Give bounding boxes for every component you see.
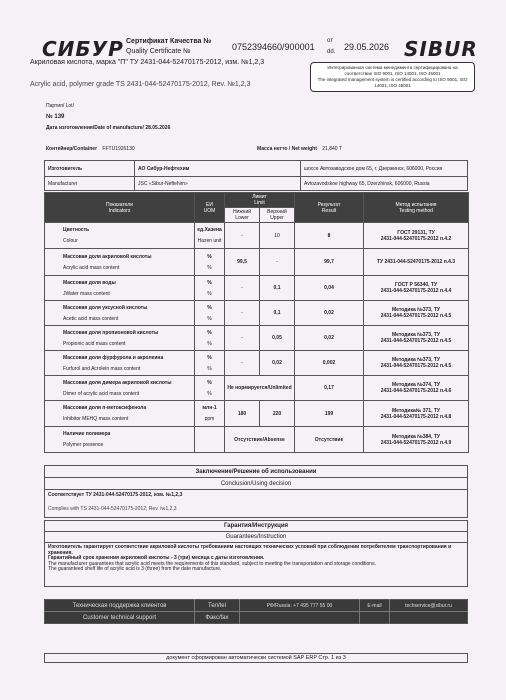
indicator-ru: Массовая доля акриловой кислоты [63, 253, 152, 260]
indicator-ru: Массовая доля воды [63, 279, 116, 286]
method-cell [364, 351, 469, 376]
guarantee-line-3: The manufacturer guarantees that acrylic acid meets the requirements of this standard, subject to meeting the transportation and storage conditions. [48, 560, 376, 567]
manufacturer-table [44, 160, 468, 191]
indicator-ru: Массовая доля уксусной кислоты [63, 304, 148, 311]
method-ru: Методика №373, ТУ [392, 307, 441, 313]
lot-number: № 139 [46, 114, 65, 120]
result-value: 0,02 [295, 301, 364, 326]
indicator-ru: Массовая доля димера акриловой кислоты [63, 379, 172, 386]
method-en: 2431-044-52470175-2012 п.4.5 [380, 313, 452, 319]
uom-cell [195, 427, 225, 453]
uom-cell [195, 401, 225, 427]
header-result-ru: Результат [317, 201, 341, 208]
lower-limit: - [225, 301, 260, 326]
method-cell [364, 401, 469, 427]
upper-limit: 0,02 [260, 351, 295, 376]
method-en: 2431-044-52470175-2012 п.4.5 [380, 338, 452, 344]
method-ru: Методика №374, ТУ [392, 382, 441, 388]
result-value: 199 [295, 401, 364, 427]
header-method-ru: Метод испытания [395, 201, 437, 208]
method-cell [364, 301, 469, 326]
footer-empty-cell [360, 612, 390, 624]
manufacturer-address-ru: шоссе Автозаводское дом 65, г. Дзержинск, 606000, Россия [301, 161, 468, 177]
support-email[interactable]: techservice@sibur.ru [405, 602, 452, 609]
header-uom-ru: ЕИ [206, 201, 213, 208]
lower-limit: 180 [225, 401, 260, 427]
header-uom [195, 193, 225, 223]
header-upper-en: Upper [270, 215, 284, 221]
indicator-en: JWater mass content [63, 290, 110, 297]
uom-cell [195, 223, 225, 249]
method-cell [364, 427, 469, 453]
method-cell [364, 376, 469, 401]
indicator-ru: Массовая доля пропионовой кислоты [63, 329, 159, 336]
upper-limit: 0,1 [260, 301, 295, 326]
indicator-en: Dimer of acrylic acid mass content [63, 390, 140, 397]
quality-table [44, 192, 469, 453]
table-row [45, 326, 469, 351]
cert-date: 29.05.2026 [344, 42, 390, 52]
ims-text-en: The integrated management system is certified according to ISO 9001, ISO 14001, ISO 45001 [317, 77, 468, 88]
tel-label: Тел/tel [195, 600, 240, 612]
result-value: 0,17 [295, 376, 364, 401]
guarantee-title-en: Guarantees/Instruction [45, 532, 468, 543]
indicator-cell [45, 301, 195, 326]
conclusion-text-en: Complies with TS 2431-044-52470175-2012, Rev. №1,2,3 [48, 506, 177, 512]
indicator-en: Colour [63, 238, 78, 244]
limit-merged: Отсутствие/Absense [225, 427, 295, 453]
container-label: Контейнер/Container [46, 146, 98, 152]
upper-limit: 10 [260, 223, 295, 249]
uom-ru: % [207, 379, 212, 386]
uom-en: ppm [204, 416, 215, 422]
guarantee-text [45, 543, 468, 587]
method-cell [364, 276, 469, 301]
header-result [295, 193, 364, 223]
manufacture-date: 28.05.2026 [145, 125, 171, 131]
conclusion-text-ru: Соответствует ТУ 2431-044-52470175-2012, изм. №1,2,3 [48, 492, 183, 498]
manufacturer-name-ru: АО Сибур-Нефтехим [135, 161, 301, 177]
table-row [45, 401, 469, 427]
header-indicators [45, 193, 195, 223]
support-label-en: Customer technical support [45, 612, 195, 624]
method-ru: Методика№ 371, ТУ [392, 407, 441, 414]
table-row [45, 427, 469, 453]
indicator-cell [45, 326, 195, 351]
uom-ru: % [207, 329, 212, 336]
indicator-cell [45, 223, 195, 249]
uom-cell [195, 301, 225, 326]
indicator-cell [45, 249, 195, 276]
manufacturer-name-en: JSC «Sibur-Neftehim» [135, 177, 301, 191]
upper-limit: - [260, 249, 295, 276]
header-lower [225, 208, 260, 223]
uom-cell [195, 276, 225, 301]
lot-label: Партия/ Lot/ [46, 103, 74, 109]
method-cell [364, 249, 469, 276]
from-en: dd. [327, 49, 336, 55]
manufacture-date-row [46, 125, 170, 131]
guarantee-line-2: Гарантийный срок хранения акриловой кислоты - 3 (три) месяца с даты изготовления. [48, 555, 265, 562]
table-row [45, 351, 469, 376]
uom-en: Hazen unit [197, 238, 222, 244]
indicator-en: Acetic acid mass content [63, 315, 119, 322]
product-name-ru: Акриловая кислота, марка "П" ТУ 2431-044-52470175-2012, изм. №1,2,3 [30, 59, 265, 66]
support-label-ru: Техническая поддержка клиентов [45, 600, 195, 612]
manufacturer-label-en: Manufacturer [45, 177, 135, 191]
conclusion-text [45, 490, 468, 518]
uom-cell [195, 351, 225, 376]
ims-certification-box [310, 62, 475, 92]
header-limit-en: Limit [254, 200, 265, 206]
header-method [364, 193, 469, 223]
method-cell [364, 326, 469, 351]
method-en: 2431-044-52470175-2012 п.4.9 [380, 439, 452, 446]
upper-limit: 0,05 [260, 326, 295, 351]
fax-label: Факс/fax [195, 612, 240, 624]
table-row [45, 301, 469, 326]
weight-label: Масса нетто / Net weight [257, 146, 317, 152]
indicator-cell [45, 376, 195, 401]
header-lower-ru: Нижний [232, 209, 252, 215]
header-limit [225, 193, 295, 208]
header-upper [260, 208, 295, 223]
method-ru: ТУ 2431-044-52470175-2012 п.4.3 [376, 259, 456, 265]
indicator-en: Propionic acid mass content [63, 340, 126, 347]
header-indicators-ru: Показатели [106, 201, 133, 208]
header-indicators-en: Indicators [108, 207, 131, 214]
indicator-ru: Массовая доля фурфурола и акролеина [63, 354, 164, 361]
container-value: FFTU1926130 [102, 146, 135, 152]
table-row [45, 223, 469, 249]
uom-cell [195, 326, 225, 351]
uom-ru: ед.Хазена [197, 227, 222, 233]
guarantee-title-ru: Гарантия/Инструкция [45, 521, 468, 532]
footer-empty-cell [390, 612, 468, 624]
uom-en: % [207, 315, 212, 322]
product-name-en: Acrylic acid, polymer grade TS 2431-044-52470175-2012, Rev. №1,2,3 [30, 81, 251, 88]
uom-ru: % [207, 304, 212, 311]
uom-ru: % [207, 253, 212, 260]
uom-ru: % [207, 279, 212, 286]
cert-title-ru: Сертификат Качества № [126, 38, 212, 45]
support-phone: РФ/Russia: +7 495 777 55 00 [240, 600, 360, 612]
indicator-cell [45, 276, 195, 301]
result-value: Отсутствие [295, 427, 364, 453]
uom-ru: млн-1 [202, 405, 217, 411]
indicator-en: Polymer presence [63, 442, 104, 448]
sap-generated-note: документ сформирован автоматически системой SAP ERP Стр. 1 из 3 [44, 653, 468, 663]
header-lower-en: Lower [235, 215, 249, 221]
guarantee-line-4: The guaranteed shelf life of acrylic acid is 3 (three) from the date manufacture. [48, 566, 222, 573]
conclusion-title-ru: Заключение/Решение об использовании [45, 466, 468, 478]
result-value: 0,02 [295, 326, 364, 351]
lower-limit: - [225, 326, 260, 351]
indicator-en: Acrylic acid mass content [63, 264, 120, 271]
manufacturer-address-en: Avtozavodskoe highway 65, Dzerzhinsk, 606000, Russia [301, 177, 468, 191]
method-en: 2431-044-52470175-2012 п.4.8 [380, 413, 452, 420]
weight-value: 21,840 Т [322, 146, 343, 152]
uom-ru: % [207, 354, 212, 361]
indicator-cell [45, 351, 195, 376]
header-upper-ru: Верхний [267, 209, 287, 215]
method-en: 2431-044-52470175-2012 п.4.4 [380, 288, 452, 294]
support-footer [44, 599, 468, 624]
sibur-logo-ru: СИБУР [42, 37, 124, 61]
indicator-cell [45, 401, 195, 427]
uom-en: % [207, 340, 212, 347]
lower-limit: - [225, 351, 260, 376]
email-label: E-mail [360, 600, 390, 612]
method-ru: ГОСТ Р 56340, ТУ [394, 282, 438, 288]
container-row [46, 146, 135, 152]
from-ru: от [327, 38, 333, 44]
method-en: 2431-044-52470175-2012 п.4.6 [380, 388, 452, 394]
indicator-en: Inhibitor MEHQ mass content [63, 416, 129, 422]
method-ru: Методика №373, ТУ [392, 332, 441, 338]
method-en: 2431-044-52470175-2012 п.4.2 [380, 235, 452, 242]
conclusion-title-en: Conclusion/Using decision [45, 478, 468, 490]
conclusion-table [44, 465, 468, 518]
method-ru: Методика №373, ТУ [392, 357, 441, 363]
table-row [45, 249, 469, 276]
upper-limit: 0,1 [260, 276, 295, 301]
cert-number: 0752394660/900001 [232, 42, 315, 52]
cert-title-en: Quality Certificate № [126, 48, 191, 55]
header-result-en: Result [321, 207, 337, 214]
uom-en: % [207, 365, 212, 372]
result-value: 8 [295, 223, 364, 249]
indicator-cell [45, 427, 195, 453]
limit-merged: Не нормируется/Unlimited [225, 376, 295, 401]
header-uom-en: UOM [203, 207, 216, 214]
manufacture-date-label: Дата изготовления/Date of manufacture/ [46, 125, 144, 131]
uom-cell [195, 249, 225, 276]
sibur-logo-en: SIBUR [404, 37, 478, 61]
result-value: 0,04 [295, 276, 364, 301]
indicator-en: Furfurol and Acrolein mass content [63, 365, 141, 372]
lower-limit: 99,5 [225, 249, 260, 276]
guarantee-table [44, 520, 468, 587]
guarantee-line-1: Изготовитель гарантирует соответствие акриловой кислоты требованиям настоящих технических условий при соблюдении потребителем транспортирования и хранения. [48, 544, 452, 556]
lower-limit: - [225, 276, 260, 301]
header-method-en: Testing method [399, 207, 433, 214]
indicator-ru: Цветность [63, 227, 90, 233]
ims-text-ru: Интегрированная система менеджмента сертифицирована на соответствие ISO 9001, ISO 14001, ISO 45001 [327, 65, 458, 76]
indicator-ru: Массовая доля п-метоксифенола [63, 405, 147, 411]
fax-value [240, 612, 360, 624]
table-row [45, 276, 469, 301]
result-value: 0,002 [295, 351, 364, 376]
method-en: 2431-044-52470175-2012 п.4.5 [380, 363, 452, 369]
table-row [45, 376, 469, 401]
indicator-ru: Наличие полимера [63, 431, 111, 437]
uom-cell [195, 376, 225, 401]
manufacturer-label-ru: Изготовитель [45, 161, 135, 177]
header-limit-ru: Лимит [252, 194, 267, 200]
result-value: 99,7 [295, 249, 364, 276]
lower-limit: - [225, 223, 260, 249]
uom-en: % [207, 264, 212, 271]
method-ru: ГОСТ 29131, ТУ [397, 229, 435, 236]
uom-en: % [207, 290, 212, 297]
method-ru: Методика №384, ТУ [392, 433, 441, 440]
weight-row [257, 146, 342, 152]
uom-en: % [207, 390, 212, 397]
upper-limit: 220 [260, 401, 295, 427]
method-cell [364, 223, 469, 249]
